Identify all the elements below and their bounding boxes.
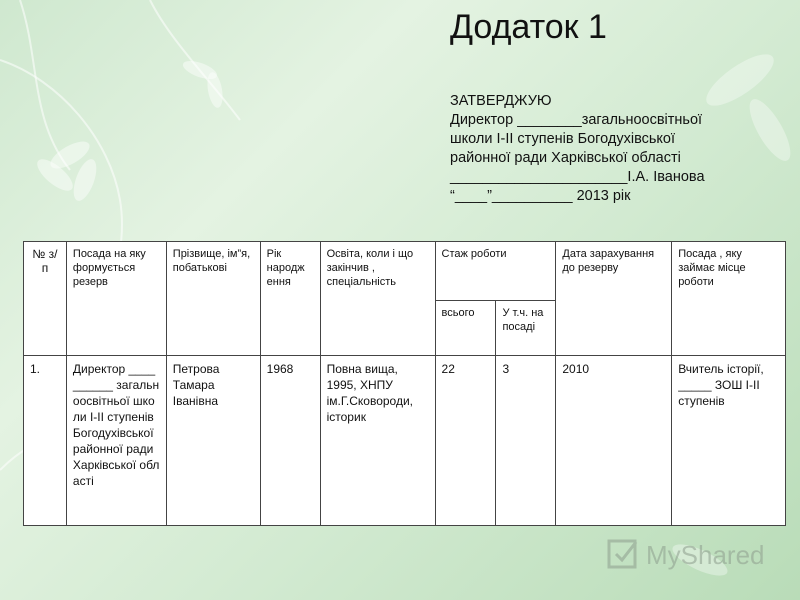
slide-title: Додаток 1 — [450, 8, 607, 46]
header-position: Посада на яку формується резерв — [66, 242, 166, 356]
cell-birth-year: 1968 — [260, 356, 320, 526]
approval-line: районної ради Харківської області — [450, 150, 681, 166]
cell-full-name: Петрова Тамара Іванівна — [166, 356, 260, 526]
header-current-position: Посада , яку займає місце роботи — [672, 242, 786, 356]
cell-number: 1. — [24, 356, 67, 526]
approval-line: Директор ________загальноосвітньої — [450, 112, 703, 128]
approval-line: ______________________І.А. Іванова — [450, 169, 705, 185]
approval-line: “____”__________ 2013 рік — [450, 188, 631, 204]
cell-position: Директор __________ загальноосвітньої школи І-ІІ ступенів Богодухівської районної ради Харківської області — [66, 356, 166, 526]
personnel-reserve-table — [23, 241, 786, 526]
table-row — [24, 356, 786, 526]
header-education: Освіта, коли і що закінчив , спеціальність — [320, 242, 435, 356]
cell-enrollment-date: 2010 — [556, 356, 672, 526]
header-experience-total: всього — [435, 301, 496, 356]
approval-line: школи І-ІІ ступенів Богодухівської — [450, 131, 676, 147]
cell-education: Повна вища, 1995, ХНПУ ім.Г.Сковороди, історик — [320, 356, 435, 526]
header-experience: Стаж роботи — [435, 242, 556, 301]
myshared-watermark — [606, 536, 766, 576]
approval-block — [450, 92, 790, 206]
cell-experience-in-position: 3 — [496, 356, 556, 526]
cell-experience-total: 22 — [435, 356, 496, 526]
header-number: № з/п — [24, 242, 67, 356]
approval-line: ЗАТВЕРДЖУЮ — [450, 93, 552, 109]
cell-current-position: Вчитель історії, _____ ЗОШ І-ІІ ступенів — [672, 356, 786, 526]
myshared-logo-icon — [606, 536, 642, 572]
header-full-name: Прізвище, ім”я, побатькові — [166, 242, 260, 356]
header-enrollment-date: Дата зарахування до резерву — [556, 242, 672, 356]
watermark-text: MyShared — [646, 540, 765, 570]
header-birth-year: Рік народж ення — [260, 242, 320, 356]
header-experience-in-position: У т.ч. на посаді — [496, 301, 556, 356]
